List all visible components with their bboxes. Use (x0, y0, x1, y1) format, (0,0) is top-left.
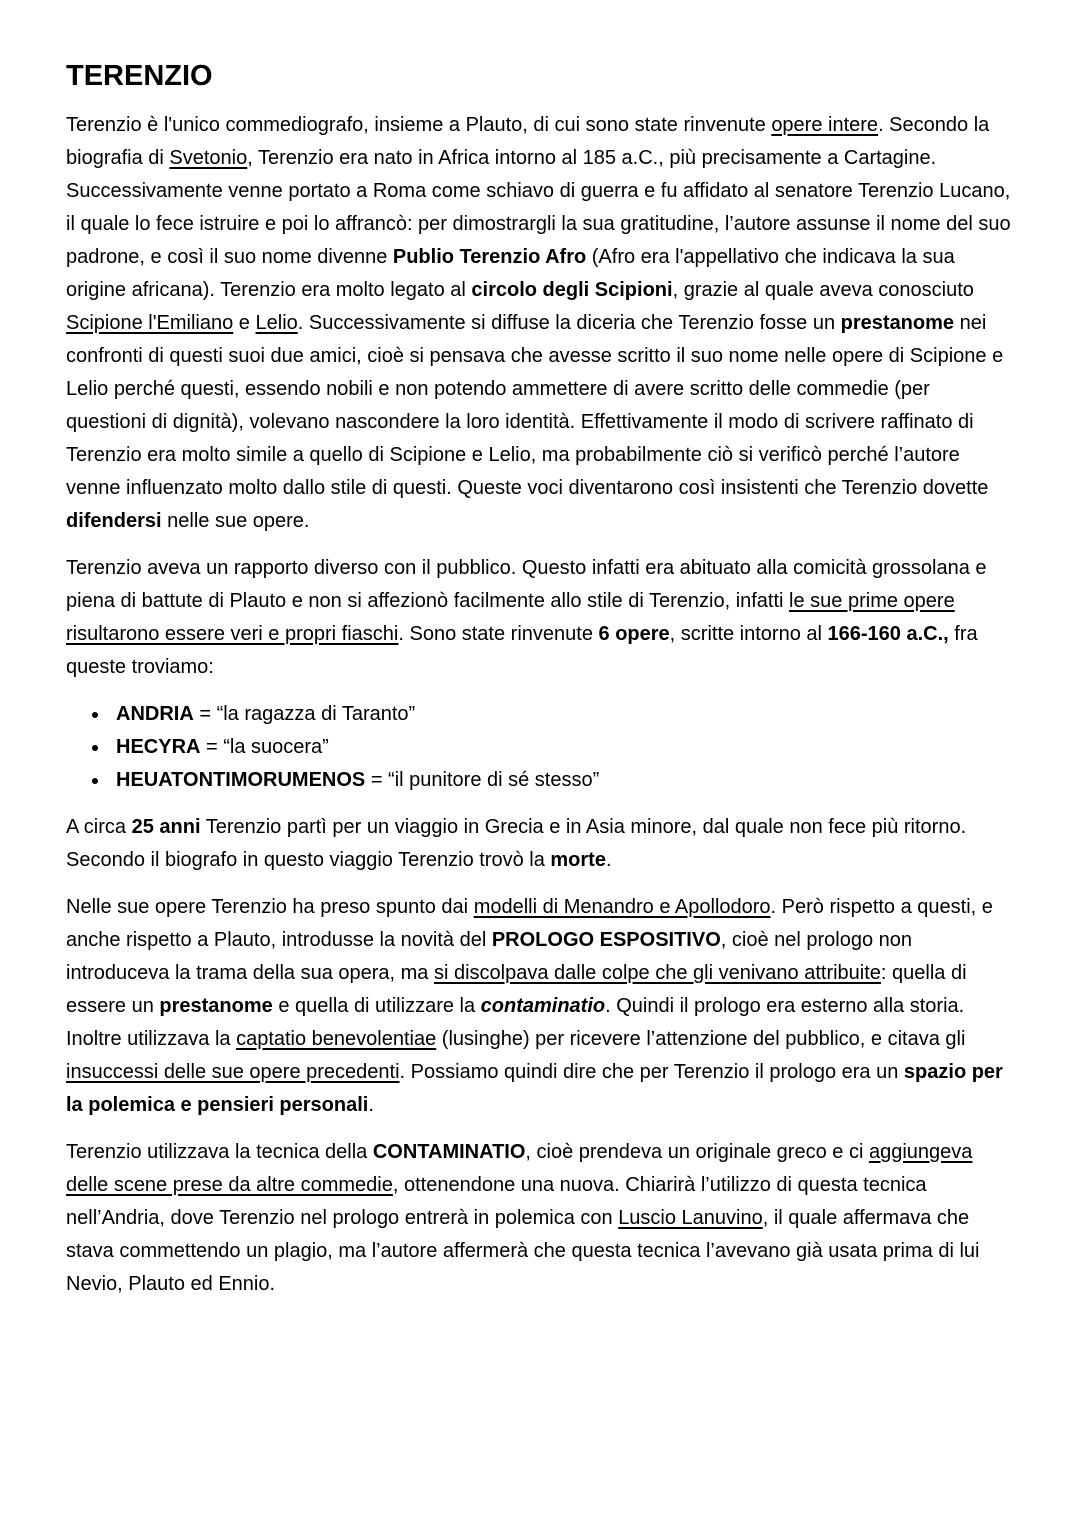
text-run: ANDRIA (116, 703, 194, 725)
bullet-list (66, 698, 1014, 797)
text-run: , cioè prendeva un originale greco e ci (525, 1141, 869, 1163)
text-run: Luscio Lanuvino (618, 1207, 763, 1229)
text-run: (lusinghe) per ricevere l’attenzione del pubblico, e citava gli (436, 1028, 966, 1050)
text-run: CONTAMINATIO (372, 1141, 526, 1163)
text-run: Lelio (255, 312, 298, 334)
text-run: . Quindi il prologo era esterno alla storia. Inoltre utilizzava la (66, 995, 965, 1050)
text-run: Terenzio è l'unico commediografo, insieme a Plauto, di cui sono state rinvenute (66, 114, 772, 136)
list-item (110, 698, 1014, 731)
text-run: prestanome (840, 312, 955, 334)
text-run: 25 anni (131, 816, 201, 838)
paragraph (66, 552, 1014, 684)
text-run: le sue prime opere risultarono essere veri e propri fiaschi (66, 590, 955, 645)
text-run: nelle sue opere. (161, 510, 310, 532)
text-run: difendersi (66, 510, 162, 532)
text-run: HEUATONTIMORUMENOS (116, 769, 366, 791)
text-run: nei confronti di questi suoi due amici, cioè si pensava che avesse scritto il suo nome nelle opere di Scipione e Lelio perché questi, essendo nobili e non potendo ammettere di avere scritto delle commedie (per questioni di dignità), volevano nascondere la loro identità. Effettivamente il modo di scrivere raffinato di Terenzio era molto simile a quello di Scipione e Lelio, ma probabilmente ciò si verificò perché l’autore venne influenzato molto dallo stile di questi. Queste voci diventarono così insistenti che Terenzio dovette (66, 312, 1004, 499)
text-run: A circa (66, 816, 132, 838)
text-run: . Secondo la biografia di (66, 114, 990, 169)
text-run: . Possiamo quindi dire che per Terenzio il prologo era un (399, 1061, 904, 1083)
text-run: contaminatio (480, 995, 606, 1017)
text-run: si discolpava dalle colpe che gli venivano attribuite (433, 962, 881, 984)
text-run: . (605, 849, 612, 871)
page-title: TERENZIO (66, 60, 213, 92)
text-run: , scritte intorno al (669, 623, 828, 645)
text-run: e (233, 312, 256, 334)
text-run: modelli di Menandro e Apollodoro (473, 896, 771, 918)
paragraph (66, 811, 1014, 877)
paragraph (66, 109, 1014, 538)
text-run: , cioè nel prologo non introduceva la trama della sua opera, ma (66, 929, 913, 984)
text-run: 6 opere (598, 623, 670, 645)
text-run: (Afro era l'appellativo che indicava la sua origine africana). Terenzio era molto legato al (66, 246, 955, 301)
text-run: Terenzio aveva un rapporto diverso con il pubblico. Questo infatti era abituato alla comicità grossolana e piena di battute di Plauto e non si affezionò facilmente allo stile di Terenzio, infatti (66, 557, 987, 612)
list-item (110, 764, 1014, 797)
text-run: opere intere (771, 114, 879, 136)
paragraph (66, 891, 1014, 1122)
text-run: . (368, 1094, 374, 1116)
text-run: morte (550, 849, 606, 871)
document-body (66, 109, 1014, 1301)
text-run: Nelle sue opere Terenzio ha preso spunto dai (66, 896, 474, 918)
text-run: captatio benevolentiae (236, 1028, 437, 1050)
text-run: . Però rispetto a questi, e anche rispetto a Plauto, introdusse la novità del (66, 896, 993, 951)
paragraph (66, 1136, 1014, 1301)
text-run: Svetonio (169, 147, 248, 169)
text-run: insuccessi delle sue opere precedenti (66, 1061, 400, 1083)
text-run: fra queste troviamo: (66, 623, 978, 678)
text-run: Terenzio partì per un viaggio in Grecia e in Asia minore, dal quale non fece più ritorno. Secondo il biografo in questo viaggio Terenzio trovò la (66, 816, 967, 871)
text-run: PROLOGO ESPOSITIVO (491, 929, 721, 951)
text-run: prestanome (159, 995, 273, 1017)
text-run: . Successivamente si diffuse la diceria che Terenzio fosse un (297, 312, 841, 334)
text-run: , grazie al quale aveva conosciuto (672, 279, 974, 301)
text-run: = “il punitore di sé stesso” (365, 769, 600, 791)
text-run: , Terenzio era nato in Africa intorno al 185 a.C., più precisamente a Cartagine. Successivamente venne portato a Roma come schiavo di guerra e fu affidato al senatore Terenzio Lucano, il quale lo fece istruire e poi lo affrancò: per dimostrargli la sua gratitudine, l’autore assunse il nome del suo padrone, e così il suo nome divenne (66, 147, 1011, 268)
text-run: e quella di utilizzare la (272, 995, 481, 1017)
text-run: 166-160 a.C., (827, 623, 949, 645)
text-run: Scipione l'Emiliano (66, 312, 234, 334)
list-item (110, 731, 1014, 764)
text-run: spazio per la polemica e pensieri personali (66, 1061, 1003, 1116)
text-run: Publio Terenzio Afro (392, 246, 587, 268)
text-run: , il quale affermava che stava commettendo un plagio, ma l’autore affermerà che questa tecnica l’avevano già usata prima di lui Nevio, Plauto ed Ennio. (66, 1207, 980, 1295)
text-run: . Sono state rinvenute (398, 623, 599, 645)
text-run: HECYRA (116, 736, 201, 758)
text-run: Terenzio utilizzava la tecnica della (66, 1141, 373, 1163)
text-run: = “la suocera” (200, 736, 329, 758)
text-run: aggiungeva delle scene prese da altre commedie (66, 1141, 973, 1196)
text-run: : quella di essere un (66, 962, 967, 1017)
text-run: = “la ragazza di Taranto” (193, 703, 416, 725)
text-run: circolo degli Scipioni (471, 279, 673, 301)
text-run: , ottenendone una nuova. Chiarirà l’utilizzo di questa tecnica nell’Andria, dove Terenzio nel prologo entrerà in polemica con (66, 1174, 927, 1229)
